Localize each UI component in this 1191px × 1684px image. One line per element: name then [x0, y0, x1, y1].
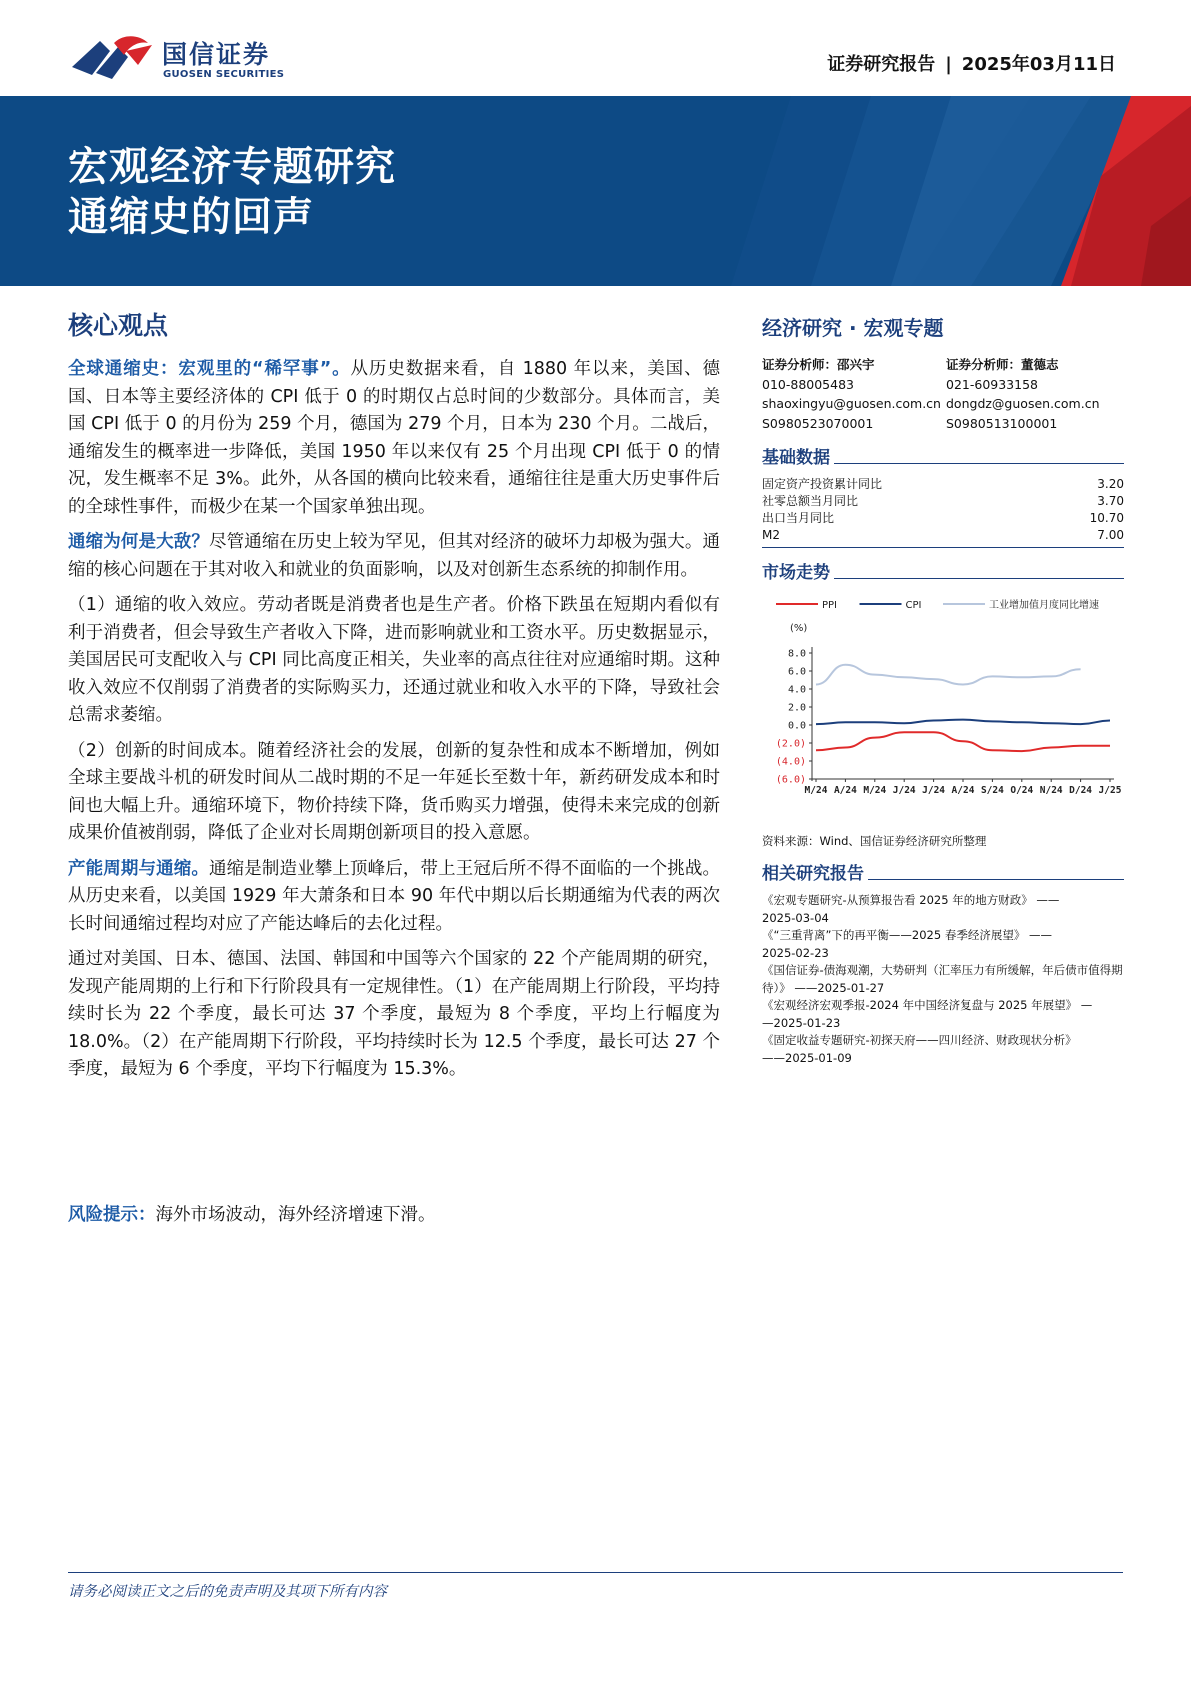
- analyst-cert: S0980523070001: [762, 415, 874, 431]
- related-report-title[interactable]: 《宏观专题研究-从预算报告看 2025 年的地方财政》 ——: [762, 893, 1060, 907]
- risk-text: 海外市场波动，海外经济增速下滑。: [155, 1205, 436, 1225]
- paragraph-1: [68, 356, 720, 521]
- report-info: [827, 50, 1116, 76]
- y-tick-label: 8.0: [787, 648, 806, 660]
- analyst-title: 证券分析师：: [762, 357, 838, 372]
- data-row: [762, 510, 1124, 527]
- main-content: [68, 306, 720, 1092]
- analyst-email[interactable]: shaoxingyu@guosen.com.cn: [762, 396, 941, 411]
- y-tick-label: 4.0: [787, 684, 806, 696]
- company-logo: [70, 33, 300, 83]
- related-report-title[interactable]: 《国信证券-债海观潮，大势研判（汇率压力有所缓解，年后债市值得期待）》 ——2025-01-27: [762, 963, 1123, 995]
- analyst-title-name: [946, 355, 1124, 375]
- related-reports-title: 相关研究报告: [762, 864, 864, 884]
- x-tick-label: J/24: [892, 785, 916, 796]
- analyst-name: 邵兴宇: [837, 357, 875, 372]
- sidebar: [762, 312, 1124, 1067]
- analyst-card: [762, 355, 940, 433]
- related-report-item[interactable]: [762, 1032, 1124, 1067]
- basic-data-table: [762, 476, 1124, 548]
- core-views-heading: 核心观点: [68, 311, 169, 340]
- related-report-date: —2025-01-23: [762, 1015, 841, 1030]
- analyst-cert: S0980513100001: [946, 415, 1058, 431]
- analyst-email[interactable]: dongdz@guosen.com.cn: [946, 396, 1100, 411]
- report-title-line2: 通缩史的回声: [68, 194, 314, 240]
- x-tick-label: D/24: [1069, 785, 1093, 796]
- series-line-CPI: [816, 720, 1110, 725]
- x-tick-label: S/24: [980, 785, 1004, 796]
- paragraph-2: [68, 529, 720, 584]
- chart-source: 资料来源：Wind、国信证券经济研究所整理: [762, 834, 987, 848]
- related-report-item[interactable]: [762, 892, 1124, 927]
- legend-label: CPI: [905, 600, 922, 611]
- line-chart: [762, 591, 1124, 831]
- data-value: 10.70: [1089, 511, 1124, 525]
- y-tick-label: 6.0: [787, 666, 806, 678]
- footer-disclaimer: 请务必阅读正文之后的免责声明及其项下所有内容: [68, 1584, 387, 1600]
- paragraph-text: 通过对美国、日本、德国、法国、韩国和中国等六个国家的 22 个产能周期的研究，发现产能周期的上行和下行阶段具有一定规律性。（1）在产能周期上行阶段，平均持续时长为 22 个季度，最长可达 37 个季度，最短为 8 个季度，平均上行幅度为 18.0%。（2）在产能周期下行阶段，平均持续时长为 12.5 个季度，最长可达 27 个季度，最短为 6 个季度，平均下行幅度为 15.3%。: [68, 949, 720, 1079]
- paragraph-5: [68, 856, 720, 939]
- paragraph-lead: 通缩为何是大敌？: [68, 532, 209, 552]
- related-report-date: ——2025-01-09: [762, 1050, 852, 1065]
- report-title: [68, 142, 396, 242]
- data-row: [762, 493, 1124, 510]
- paragraph-6: [68, 946, 720, 1084]
- analyst-title-name: [762, 355, 940, 375]
- paragraph-text: 通缩是制造业攀上顶峰后，带上王冠后所不得不面临的一个挑战。从历史来看，以美国 1929 年大萧条和日本 90 年代中期以后长期通缩为代表的两次长时间通缩过程均对应了产能达峰后的去化过程。: [68, 858, 720, 934]
- data-label: 固定资产投资累计同比: [762, 477, 883, 491]
- paragraph-lead: 全球通缩史：宏观里的“稀罕事”。: [68, 359, 351, 379]
- market-trend-chart: [762, 591, 1124, 831]
- legend-label: PPI: [822, 600, 838, 611]
- data-row: [762, 476, 1124, 493]
- data-value: 3.70: [1097, 494, 1124, 508]
- title-banner: [0, 96, 1191, 286]
- related-report-item[interactable]: [762, 997, 1124, 1032]
- x-tick-label: A/24: [951, 785, 975, 796]
- y-tick-label: 0.0: [787, 720, 806, 732]
- guosen-logo-icon: [70, 33, 156, 83]
- analyst-title: 证券分析师：: [946, 357, 1022, 372]
- data-label: 出口当月同比: [762, 511, 835, 525]
- related-report-title[interactable]: 《宏观经济宏观季报-2024 年中国经济复盘与 2025 年展望》 —: [762, 998, 1093, 1012]
- risk-warning: [68, 1202, 436, 1229]
- footer-divider: [68, 1572, 1123, 1573]
- data-row: [762, 527, 1124, 544]
- x-tick-label: M/24: [804, 785, 828, 796]
- y-axis-label: (%): [790, 623, 808, 634]
- report-title-line1: 宏观经济专题研究: [68, 144, 396, 190]
- x-tick-label: J/25: [1098, 785, 1122, 796]
- paragraph-text: 尽管通缩在历史上较为罕见，但其对经济的破坏力却极为强大。通缩的核心问题在于其对收入和就业的负面影响，以及对创新生态系统的抑制作用。: [68, 532, 720, 580]
- data-value: 3.20: [1097, 477, 1124, 491]
- basic-data-title: 基础数据: [762, 448, 830, 468]
- paragraph-text: （2）创新的时间成本。随着经济社会的发展，创新的复杂性和成本不断增加，例如全球主要战斗机的研发时间从二战时期的不足一年延长至数十年，新药研发成本和时间也大幅上升。通缩环境下，物价持续下降，货币购买力增强，使得未来完成的创新成果价值被削弱，降低了企业对长周期创新项目的投入意愿。: [68, 740, 720, 843]
- logo-chinese-name: 国信证券: [162, 40, 271, 69]
- report-type: 证券研究报告: [827, 54, 936, 75]
- series-line-PPI: [816, 732, 1110, 751]
- related-report-date: 2025-02-23: [762, 945, 829, 960]
- market-trend-title: 市场走势: [762, 563, 830, 583]
- logo-english-name: GUOSEN SECURITIES: [163, 69, 285, 80]
- related-reports-heading: [762, 859, 1124, 884]
- x-tick-label: A/24: [833, 785, 857, 796]
- related-reports-list: [762, 892, 1124, 1067]
- market-trend-heading: [762, 558, 1124, 583]
- related-report-title[interactable]: 《“三重背离”下的再平衡——2025 春季经济展望》 ——: [762, 928, 1052, 942]
- x-tick-label: N/24: [1039, 785, 1063, 796]
- related-report-item[interactable]: [762, 927, 1124, 962]
- data-value: 7.00: [1097, 528, 1124, 542]
- y-tick-label: (4.0): [775, 756, 806, 768]
- series-line-工业增加值月度同比增速: [816, 665, 1081, 685]
- data-label: 社零总额当月同比: [762, 494, 859, 508]
- related-report-date: 2025-03-04: [762, 910, 829, 925]
- x-tick-label: J/24: [922, 785, 946, 796]
- paragraph-text: （1）通缩的收入效应。劳动者既是消费者也是生产者。价格下跌虽在短期内看似有利于消费者，但会导致生产者收入下降，进而影响就业和工资水平。历史数据显示，美国居民可支配收入与 CPI 同比高度正相关，失业率的高点往往对应通缩时期。这种收入效应不仅削弱了消费者的实际购买力，还通过就业和收入水平的下降，导致社会总需求萎缩。: [68, 595, 720, 725]
- paragraph-4: [68, 738, 720, 848]
- y-tick-label: (2.0): [775, 738, 806, 750]
- analyst-card: [946, 355, 1124, 433]
- report-date: 2025年03月11日: [961, 54, 1116, 75]
- x-tick-label: M/24: [863, 785, 887, 796]
- x-tick-label: O/24: [1010, 785, 1034, 796]
- y-tick-label: (6.0): [775, 774, 806, 786]
- legend-label: 工业增加值月度同比增速: [989, 600, 1099, 611]
- analyst-list: [762, 355, 1124, 433]
- banner-decoration: [671, 96, 1191, 286]
- data-label: M2: [762, 528, 780, 542]
- basic-data-heading: [762, 443, 1124, 468]
- data-divider: [762, 544, 1124, 548]
- header-separator: |: [945, 54, 952, 75]
- sidebar-heading: 经济研究 · 宏观专题: [762, 316, 944, 340]
- paragraph-text: 从历史数据来看，自 1880 年以来，美国、德国、日本等主要经济体的 CPI 低于 0 的时期仅占总时间的少数部分。具体而言，美国 CPI 低于 0 的月份为 259 个月，德国为 279 个月，日本为 230 个月。二战后，通缩发生的概率进一步降低，美国 1950 年以来仅有 25 个月出现 CPI 低于 0 的情况，发生概率不足 3%。此外，从各国的横向比较来看，通缩往往是重大历史事件后的全球性事件，而极少在某一个国家单独出现。: [68, 359, 720, 517]
- analyst-phone: 010-88005483: [762, 376, 854, 392]
- related-report-title[interactable]: 《固定收益专题研究-初探天府——四川经济、财政现状分析》: [762, 1033, 1077, 1047]
- paragraph-3: [68, 592, 720, 730]
- related-report-item[interactable]: [762, 962, 1124, 997]
- y-tick-label: 2.0: [787, 702, 806, 714]
- risk-lead: 风险提示：: [68, 1205, 156, 1225]
- analyst-name: 董德志: [1021, 357, 1059, 372]
- analyst-phone: 021-60933158: [946, 376, 1038, 392]
- paragraph-lead: 产能周期与通缩。: [68, 858, 209, 879]
